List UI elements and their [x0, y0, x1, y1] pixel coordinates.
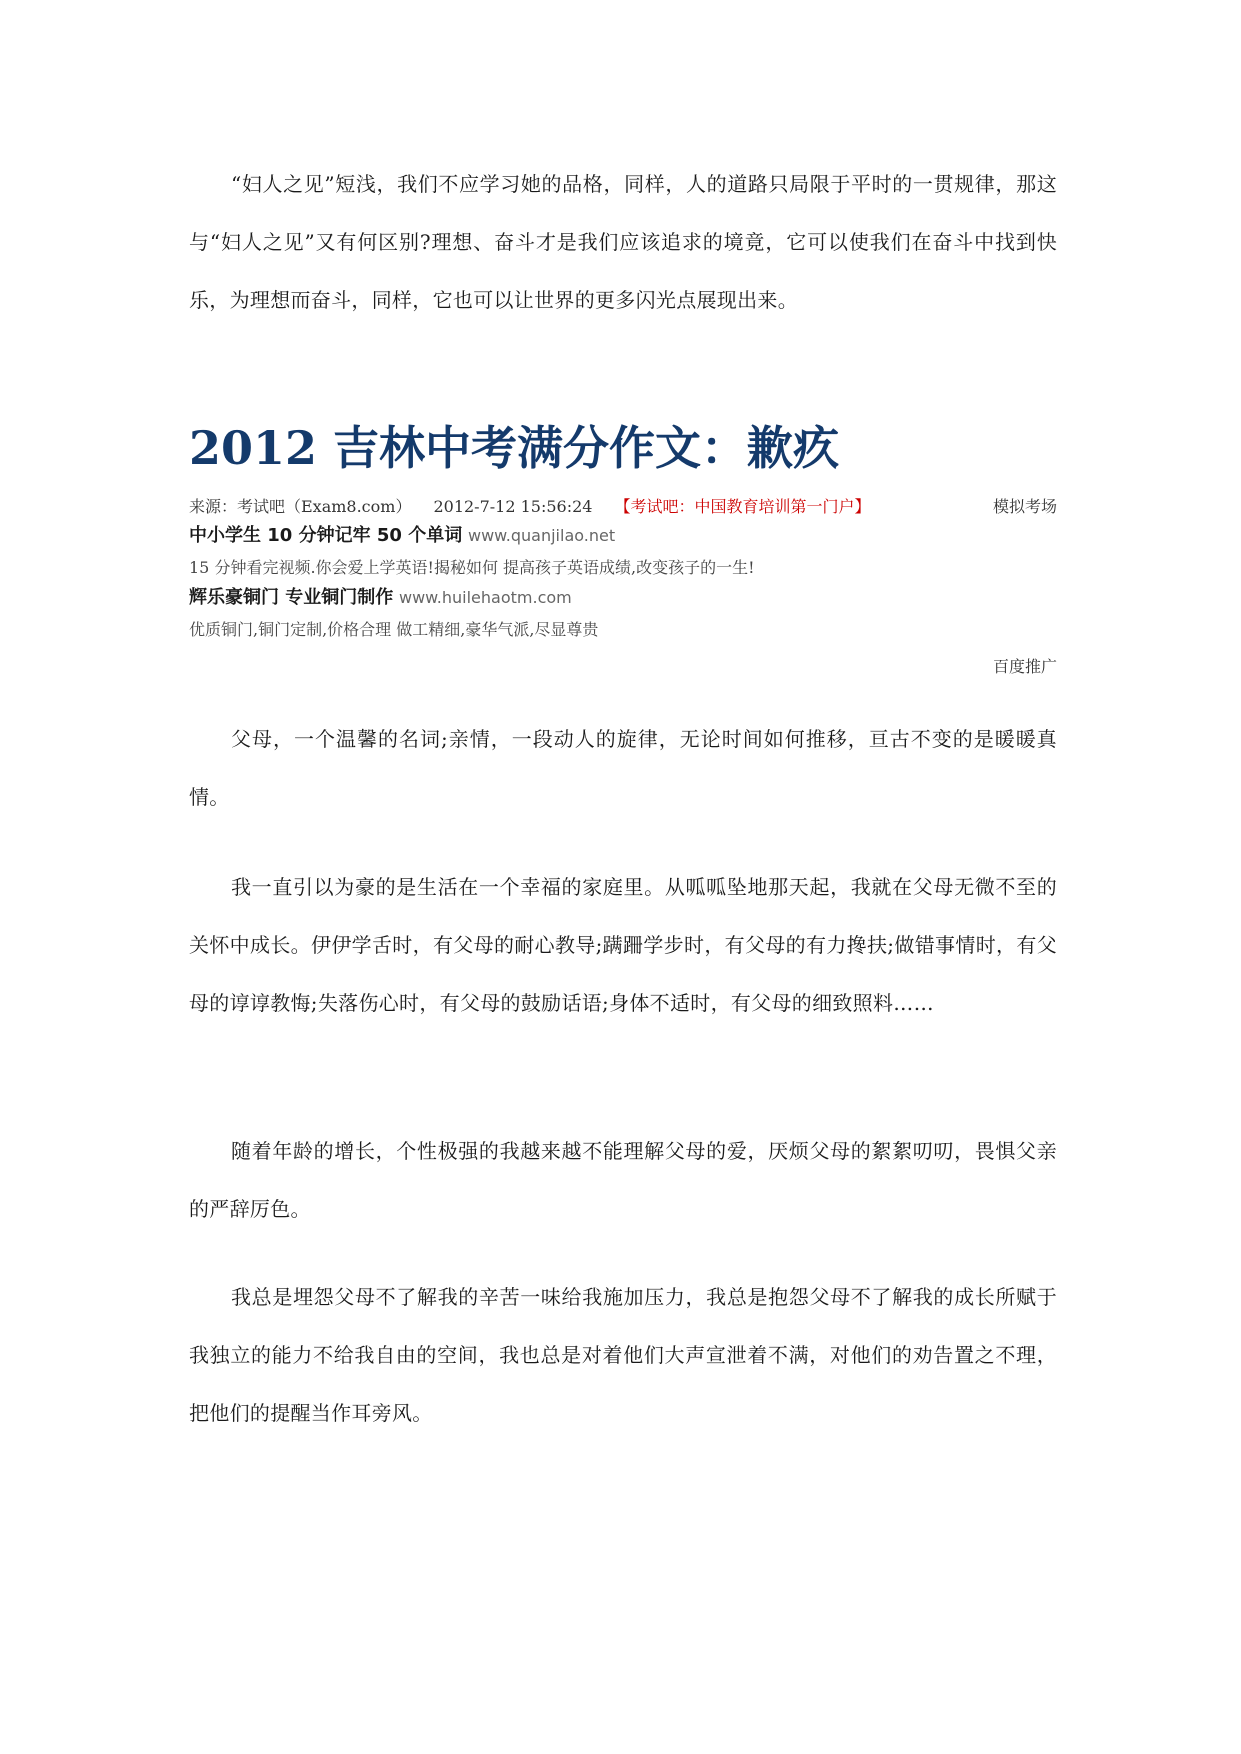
meta-source: 来源：考试吧（Exam8.com） — [189, 497, 412, 516]
ad-1-url[interactable]: www.quanjilao.net — [467, 526, 616, 545]
ad-2-description[interactable]: 优质铜门,铜门定制,价格合理 做工精细,豪华气派,尽显尊贵 — [189, 620, 599, 639]
ad-2-url[interactable]: www.huilehaotm.com — [399, 588, 572, 607]
ad-attribution[interactable]: 百度推广 — [992, 657, 1057, 676]
ad-1-title-mid: 分钟记牢 — [298, 525, 371, 546]
ad-2-title[interactable] — [189, 585, 572, 611]
body-paragraph-4: 我总是埋怨父母不了解我的辛苦一味给我施加压力，我总是抱怨父母不了解我的成长所赋于我独立的能力不给我自由的空间，我也总是对着他们大声宣泄着不满，对他们的劝告置之不理，把他们的提醒当作耳旁风。 — [189, 1285, 1057, 1425]
ad-2-title-text: 辉乐豪铜门 专业铜门制作 — [189, 587, 394, 608]
meta-promo-link[interactable]: 【考试吧：中国教育培训第一门户】 — [614, 497, 871, 516]
body-paragraph-1: 父母，一个温馨的名词;亲情，一段动人的旋律，无论时间如何推移，亘古不变的是暖暖真情。 — [189, 727, 1057, 809]
ad-1-title-num1: 10 — [267, 525, 293, 546]
ad-1-title-prefix: 中小学生 — [189, 525, 261, 546]
ad-1-title-suffix: 个单词 — [408, 525, 463, 546]
ad-1-title[interactable] — [189, 523, 615, 549]
body-paragraph-2: 我一直引以为豪的是生活在一个幸福的家庭里。从呱呱坠地那天起，我就在父母无微不至的关怀中成长。伊伊学舌时，有父母的耐心教导;蹒跚学步时，有父母的有力搀扶;做错事情时，有父母的谆谆教悔;失落伤心时，有父母的鼓励话语;身体不适时，有父母的细致照料…… — [189, 875, 1057, 1015]
article-title: 2012 吉林中考满分作文：歉疚 — [189, 421, 840, 475]
meta-exam-link[interactable]: 模拟考场 — [992, 497, 1057, 516]
intro-paragraph: “妇人之见”短浅，我们不应学习她的品格，同样，人的道路只局限于平时的一贯规律，那这与“妇人之见”又有何区别?理想、奋斗才是我们应该追求的境竟，它可以使我们在奋斗中找到快乐，为理想而奋斗，同样，它也可以让世界的更多闪光点展现出来。 — [189, 172, 1057, 312]
meta-datetime: 2012-7-12 15:56:24 — [433, 497, 593, 516]
article-meta — [189, 496, 1057, 518]
body-paragraph-3: 随着年龄的增长，个性极强的我越来越不能理解父母的爱，厌烦父母的絮絮叨叨，畏惧父亲的严辞厉色。 — [189, 1139, 1057, 1221]
ad-1-title-num2: 50 — [376, 525, 402, 546]
ad-1-description[interactable]: 15 分钟看完视频.你会爱上学英语!揭秘如何 提高孩子英语成绩,改变孩子的一生! — [189, 558, 755, 577]
